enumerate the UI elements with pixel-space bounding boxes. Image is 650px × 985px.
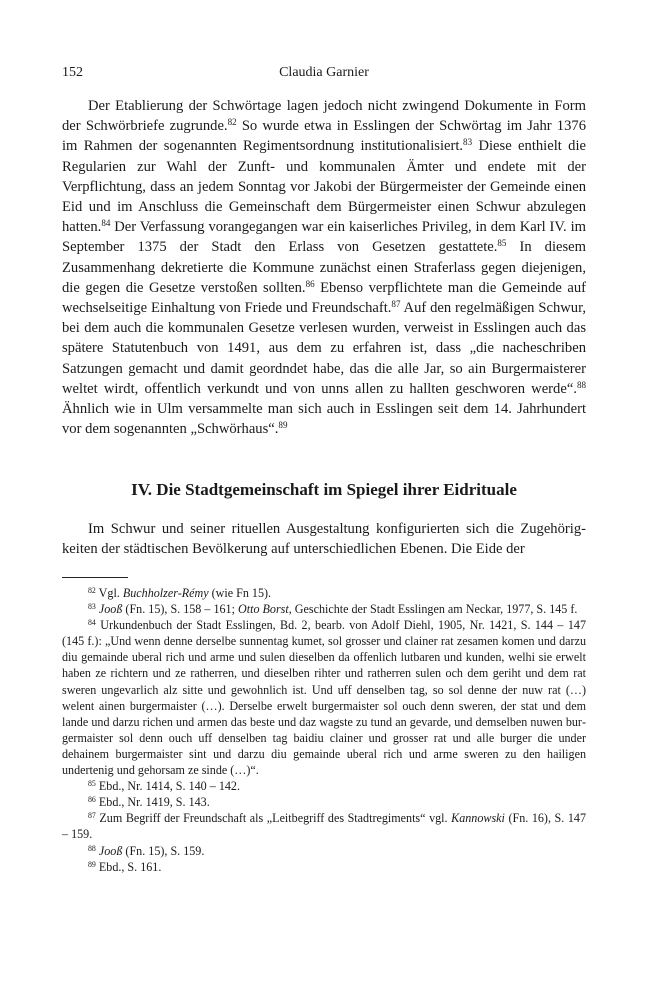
section-text [62, 519, 586, 559]
text-run: Der Verfassung vorangegangen war ein kaiserliches Privileg, in dem Karl IV. im September 1375 der Stadt den Erlass von Gesetzen gestattete. [62, 219, 586, 256]
body-paragraph [62, 96, 586, 439]
page-number: 152 [62, 65, 83, 80]
footnote-marker: 83 [88, 602, 96, 612]
footnote-rule [62, 577, 128, 578]
footnote-marker: 86 [305, 278, 315, 289]
text-run: Ebenso verpflichtete man die Gemeinde auf wechselseitige Einhaltung von Friede und Freundschaft. [62, 279, 586, 317]
text-run: (Fn. 16), S. 147 – 159. [62, 811, 587, 842]
footnote [62, 810, 586, 842]
text-run: In diesem Zusammenhang dekretierte die Kommune zunächst einen Straferlass gegen diejenigen, die gegen die Gesetze verstoßen sollten. [62, 239, 587, 296]
text-run: (Fn. 15), S. 158 – 161; [122, 602, 238, 617]
footnote [62, 601, 586, 617]
footnote [62, 843, 586, 859]
italic-author-name: Buchholzer-Rémy [122, 586, 209, 600]
footnote-marker: 89 [88, 859, 96, 869]
main-text [62, 96, 586, 439]
footnote-marker: 86 [88, 795, 96, 805]
text-run: Ebd., Nr. 1419, S. 143. [95, 795, 210, 810]
footnote-marker: 89 [278, 420, 288, 431]
footnote-marker: 85 [88, 779, 96, 789]
footnote [62, 859, 586, 875]
footnote [62, 617, 586, 778]
text-run: Der Etablierung der Schwörtage lagen jedoch nicht zwingend Dokumente in Form der Schwörbriefe zugrunde. [62, 98, 586, 135]
text-run: Diese enthielt die Regularien zur Wahl der Zunft- und kommunalen Ämter und endete mit der Verpflichtung, dass an jedem Sonntag vor Jakobi der Bürgermeister der Gemeinde einen Eid und im Anschluss die Gemeinschaft dem Bürgermeister einen Schwur abzulegen hatten. [62, 138, 586, 236]
footnote-marker: 85 [497, 238, 507, 249]
text-run: Auf den regelmäßigen Schwur, bei dem auch die kommunalen Gesetze verlesen wurden, verweist in Esslingen auch das spätere Statutenbuch von 1491, aus dem zu erfahren ist, dass „die nacheschriben Satzungen gemacht und damit geordndet habe, das die alle Jar, so ain Burgermaisterer weltet wirdt, offentlich verkundt und von unns allen zu hallten geschworen werde“. [62, 300, 587, 397]
footnote-marker: 88 [88, 843, 96, 853]
section-heading: IV. Die Stadtgemeinschaft im Spiegel ihrer Eidrituale [131, 480, 517, 499]
text-run: Vgl. [95, 586, 123, 600]
text-run: So wurde etwa in Esslingen der Schwörtag im Jahr 1376 im Rahmen der sogenannten Regimentsordnung institutionalisiert. [62, 118, 586, 155]
footnote-marker: 82 [88, 586, 96, 596]
footnote-marker: 82 [227, 117, 237, 128]
italic-author-name: Jooß [98, 843, 123, 858]
footnotes [62, 585, 586, 875]
footnote-marker: 83 [463, 137, 473, 148]
italic-author-name: Otto Borst [237, 602, 289, 617]
footnote-marker: 84 [101, 218, 111, 229]
footnote [62, 794, 586, 810]
text-run: Ähnlich wie in Ulm versammelte man sich auch in Esslingen seit dem 14. Jahrhundert vor dem sogenannten „Schwörhaus“. [62, 401, 586, 438]
footnote-marker: 87 [391, 299, 401, 310]
text-run: Ebd., S. 161. [95, 859, 162, 874]
page-header [62, 63, 586, 83]
footnote-marker: 84 [88, 618, 96, 628]
text-run: Zum Begriff der Freundschaft als „Leitbegriff des Stadtregiments“ vgl. [95, 811, 452, 826]
text-run: , Geschichte der Stadt Esslingen am Neckar, 1977, S. 145 f. [288, 602, 578, 617]
italic-author-name: Jooß [98, 602, 123, 617]
text-run: Ebd., Nr. 1414, S. 140 – 142. [95, 779, 240, 794]
footnote-marker: 87 [88, 811, 96, 821]
footnote [62, 778, 586, 794]
footnote-marker: 88 [576, 379, 586, 390]
text-run: Urkundenbuch der Stadt Esslingen, Bd. 2, bearb. von Adolf Diehl, 1905, Nr. 1421, S. 144 – 147 (145 f.): „Und wenn denne derselbe sunnentag kumet, sol grosser und clainer rat zesamen komen und darzu diu gemainde uberal rich und arme und sulen dieselben da offenlich lutbaren und kunden, welhi sie erwelt haben ze richtern und ze ratherren, und dieselben rihter und ratherren sulen och dem geriht und dem rat sweren ungevarlich alz sitte und gewohnlich ist. Und uff denselben tag, so sol denne der nuw rat (…) welent ainen burgermaister (…). Derselbe erwelt burgermaister sol ouch denn sweren, der stat und dem lande und darzu richen und armen das beste und daz wagste zu tund an gevarde, und demselben nuwen burgermaister sol denn ouch uff denselben tag baidiu clainer und grosser rat und alle burger die under dehainem burgermaister sint und darzu diu gemainde uberal rich und arme sweren zu den hailigen undertenig und gehorsam ze sinde (…)“. [62, 618, 586, 778]
text-run: (wie Fn 15). [208, 586, 272, 600]
text-run: (Fn. 15), S. 159. [122, 843, 205, 858]
footnote [62, 585, 586, 601]
running-head: Claudia Garnier [279, 65, 369, 80]
section-paragraph: Im Schwur und seiner rituellen Ausgestaltung konfigurierten sich die Zugehörigkeiten der städtischen Bevölkerung auf unterschiedlichen Ebenen. Die Eide der [62, 521, 586, 558]
italic-author-name: Kannowski [451, 811, 505, 826]
